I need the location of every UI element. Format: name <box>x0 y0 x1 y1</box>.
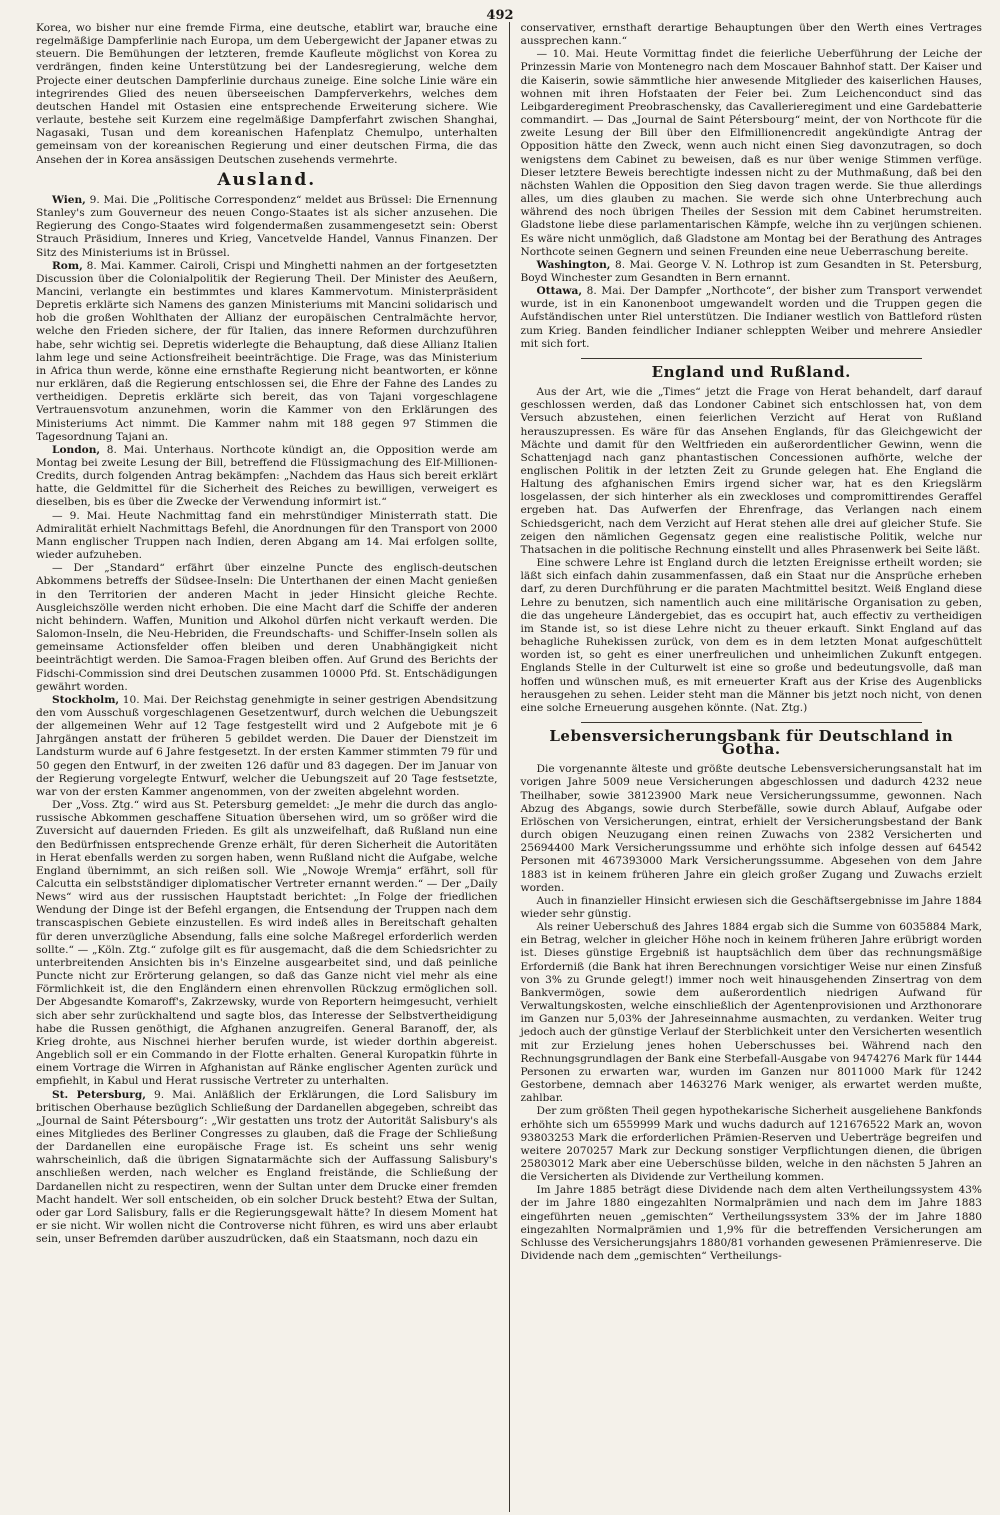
dispatch-petersburg-10-mai: — 10. Mai. Heute Vormittag findet die feierliche Ueberführung der Leiche der Prinzessin Marie von Montenegro nach dem Moscauer Bahnhof statt. Der Kaiser und die Kaiserin, sowie sämmtliche hier anwesende Mitglieder des kaiserlichen Hauses, wohnen mit ihren Hofstaaten der Feier bei. Zum Leichenconduct sind das Leibgarderegiment Preobraschensky, das Cavallerieregiment und eine Gardebatterie commandirt. — Das „Journal de Saint Pétersbourg“ meint, der von Northcote für die zweite Lesung der Bill über den Elfmillionencredit angekündigte Antrag der Opposition hätte den Zweck, wenn auch nicht einen Sieg davonzutragen, so doch wenigstens dem Cabinet zu beweisen, daß es nur über wenige Stimmen verfüge. Dieser letztere Beweis berechtigte indessen nicht zu der Muthmaßung, daß bei den nächsten Wahlen die Opposition den Sieg davon tragen werde. Sie thue allerdings alles, um dies glauben zu machen. Sie werde sich ohne Unterbrechung auch während des noch übrigen Theiles der Session mit dem Cabinet herumstreiten. Gladstone liebe diese parlamentarischen Kämpfe, welche ihn zu verjüngen schienen. Es wäre nicht unmöglich, daß Gladstone am Montag bei der Berathung des Antrages Northcote seinen Gegnern und seinen Freunden eine neue Ueberraschung bereite. <box>520 48 982 258</box>
dispatch-wien-text: 9. Mai. Die „Politische Correspondenz“ meldet aus Brüssel: Die Ernennung Stanley's zum Gouverneur des neuen Congo-Staates ist als sicher anzusehen. Die Regierung des Congo-Staates wird folgendermaßen zusammengesetzt sein: Oberst Strauch Präsidium, Inneres und Krieg, Vancetvelde Handel, Vannus Finanzen. Der Sitz des Ministeriums ist in Brüssel. <box>36 193 498 259</box>
article-bank-2: Auch in finanzieller Hinsicht erwiesen sich die Geschäftsergebnisse im Jahre 1884 wieder sehr günstig. <box>520 894 982 920</box>
dispatch-standard: — Der „Standard“ erfährt über einzelne Puncte des englisch-deutschen Abkommens betreffs der Südsee-Inseln: Die Unterthanen der einen Macht genießen in den Territorien der anderen Macht in jeder Hinsicht gleiche Rechte. Ausgleichszölle werden nicht erhoben. Die eine Macht darf die Schiffe der anderen nicht behindern. Waffen, Munition und Alkohol dürfen nicht verkauft werden. Die Salomon-Inseln, die Neu-Hebriden, die Freundschafts- und Schiffer-Inseln sollen als gemeinsame Actionsfelder offen bleiben und deren Unabhängigkeit nicht beeinträchtigt werden. Die Samoa-Fragen bleiben offen. Auf Grund des Berichts der Fidschi-Commission sind drei Deutschen zusammen 10000 Pfd. St. Entschädigungen gewährt worden. <box>36 562 498 693</box>
dispatch-rom-text: 8. Mai. Kammer. Cairoli, Crispi und Minghetti nahmen an der fortgesetzten Discussion über die Colonialpolitik der Regierung Theil. Der Minister des Aeußern, Mancini, verlangte ein bestimmtes und klares Kammervotum. Ministerpräsident Depretis erklärte sich Namens des ganzen Ministeriums mit Mancini solidarisch und hob die großen Wohlthaten der Allianz der europäischen Centralmächte hervor, welche den Frieden sichere, der für Italien, das innere Reformen durchzuführen habe, sehr wichtig sei. Depretis widerlegte die Behauptung, daß diese Allianz Italien lahm lege und seine Actionsfreiheit beeinträchtige. Die Frage, was das Ministerium in Africa thun werde, könne eine ernsthafte Regierung nicht beantworten, er könne nur erklären, daß die Regierung entschlossen sei, die Ehre der Fahne des Landes zu vertheidigen. Depretis erklärte sich bereit, das von Tajani vorgeschlagene Vertrauensvotum anzunehmen, worin die Kammer von den Erklärungen des Ministeriums Act nimmt. Die Kammer nahm mit 188 gegen 97 Stimmen die Tagesordnung Tajani an. <box>36 259 498 443</box>
right-column <box>510 22 983 1512</box>
continuation-text: conservativer, ernsthaft derartige Behauptungen über den Werth eines Vertrages aussprechen kann.“ <box>520 22 982 48</box>
dispatch-london <box>36 444 498 510</box>
page-number: 492 <box>486 8 514 23</box>
dispatch-washington-text: 8. Mai. George V. N. Lothrop ist zum Gesandten in St. Petersburg, Boyd Winchester zum Gesandten in Bern ernannt. <box>520 258 982 284</box>
dateline-stockholm: Stockholm, <box>52 693 120 706</box>
dispatch-stockholm-text: 10. Mai. Der Reichstag genehmigte in seiner gestrigen Abendsitzung den vom Ausschuß vorgeschlagenen Gesetzentwurf, durch welchen die Uebungszeit der allgemeinen Wehr auf 12 Tage festgestellt wird und 2 Aufgebote mit je 6 Jahrgängen anstatt der früheren 5 gebildet werden. Die Dauer der Dienstzeit im Landsturm wurde auf 6 Jahre festgesetzt. In der ersten Kammer stimmten 79 für und 50 gegen den Entwurf, in der zweiten 126 dafür und 83 dagegen. Der im Januar von der Regierung vorgelegte Entwurf, welcher die Uebungszeit auf 20 Tage festsetzte, war von der ersten Kammer angenommen, von der zweiten abgelehnt worden. <box>36 693 498 798</box>
article-england-1: Aus der Art, wie die „Times“ jetzt die Frage von Herat behandelt, darf darauf geschlossen werden, daß das Londoner Cabinet sich entschlossen hat, von dem Versuch abzustehen, einen feierlichen Verzicht auf Herat von Rußland herauszupressen. Es wäre für das Ansehen Englands, für das Gleichgewicht der Mächte und damit für den Weltfrieden ein außerordentlicher Gewinn, wenn die Schattenjagd nach ganz phantastischen Concessionen aufhörte, welche der englischen Politik in der letzten Zeit zu Grunde gelegen hat. Ehe England die Haltung des afghanischen Emirs irgend sicher war, hat es den Kriegslärm losgelassen, der sich hinterher als ein zweckloses und compromittirendes Geraffel ergeben hat. Das Aufwerfen der Ehrenfrage, das Verlangen nach einem Schiedsgericht, nach dem Verzicht auf Herat stehen alle drei auf gleicher Stufe. Sie zeigen den nämlichen Gegensatz gegen eine realistische Politik, welche nur Thatsachen in die politische Rechnung einstellt und alles Phrasenwerk bei Seite läßt. <box>520 386 982 556</box>
dispatch-ottawa-text: 8. Mai. Der Dampfer „Northcote“, der bisher zum Transport verwendet wurde, ist in ein Kanonenboot umgewandelt worden und die Truppen gegen die Aufständischen unter Riel unterstützen. Die Indianer westlich von Battleford rüsten zum Krieg. Banden feindlicher Indianer schleppten Weiber und mehrere Ansiedler mit sich fort. <box>520 285 982 350</box>
section-heading-bank: Lebensversicherungsbank für Deutschland in Gotha. <box>549 726 954 759</box>
dispatch-london-text: 8. Mai. Unterhaus. Northcote kündigt an, die Opposition werde am Montag bei zweite Lesung der Bill, betreffend die Flüssigmachung des Elf-Millionen-Credits, durch folgenden Antrag bekämpfen: „Nachdem das Haus sich bereit erklärt hatte, die Geldmittel für die Sicherheit des Reiches zu bewilligen, verweigert es dieselben, bis es über die Zwecke der Verwendung informirt ist.“ <box>36 443 498 509</box>
article-bank-1: Die vorgenannte älteste und größte deutsche Lebensversicherungsanstalt hat im vorigen Jahre 5009 neue Versicherungen abgeschlossen und dadurch 4232 neue Theilhaber, sowie 38123900 Mark neue Versicherungssumme, gewonnen. Nach Abzug des Abgangs, sowie durch Sterbefälle, sowie durch Ablauf, Aufgabe oder Erlöschen von Versicherungen, eintrat, erhielt der Versicherungsbestand der Bank durch obigen Neuzugang einen reinen Zuwachs von 2382 Versicherten und 25694400 Mark Versicherungssumme und erhöhte sich infolge dessen auf 64542 Personen mit 467393000 Mark Versicherungssumme. Abgesehen von dem Jahre 1883 ist in keinem früheren Jahre ein gleich großer Zugang und Zuwachs erzielt worden. <box>520 763 982 894</box>
dispatch-rom <box>36 260 498 444</box>
section-heading-england: England und Rußland. <box>651 362 851 381</box>
section-divider <box>581 358 923 359</box>
dispatch-wien <box>36 194 498 260</box>
section-divider <box>581 722 923 723</box>
article-bank-5: Im Jahre 1885 beträgt diese Dividende nach dem alten Vertheilungssystem 43% der im Jahre 1880 eingezahlten Normalprämien und nach dem im Jahre 1883 eingeführten neuen „gemischten“ Vertheilungssystem 33% der im Jahre 1880 eingezahlten Normalprämien und 1,9% für die betreffenden Versicherungen am Schlusse des Versicherungsjahrs 1880/81 vorhanden gewesenen Prämienreserve. Die Dividende nach dem „gemischten“ Vertheilungs- <box>520 1184 982 1263</box>
columns <box>36 22 982 1512</box>
article-bank-3: Als reiner Ueberschuß des Jahres 1884 ergab sich die Summe von 6035884 Mark, ein Betrag, welcher in gleicher Höhe noch in keinem früheren Jahre erübrigt worden ist. Dieses günstige Ergebniß ist hauptsächlich dem über das rechnungsmäßige Erforderniß (die Bank hat ihren Berechnungen vorsichtiger Weise nur einen Zinsfuß von 3% zu Grunde gelegt!) immer noch weit hinausgehenden Zinsertrag von dem Bankvermögen, sowie dem außerordentlich niedrigen Aufwand für Verwaltungskosten, welche einschließlich der Agentenprovisionen und Arzthonorare im Ganzen nur 5,03% der Jahreseinnahme ausmachten, zu verdanken. Weiter trug jedoch auch der günstige Verlauf der Sterblichkeit unter den Versicherten wesentlich mit zur Erzielung jenes hohen Ueberschusses bei. Während nach den Rechnungsgrundlagen der Bank eine Sterbefall-Ausgabe von 9474276 Mark für 1444 Personen zu erwarten war, wurden im Ganzen nur 8011000 Mark für 1242 Gestorbene, demnach aber 1463276 Mark weniger, als erwartet werden mußte, zahlbar. <box>520 921 982 1105</box>
dateline-petersburg: St. Petersburg, <box>52 1088 146 1101</box>
dateline-london: London, <box>52 443 101 456</box>
article-korea: Korea, wo bisher nur eine fremde Firma, eine deutsche, etablirt war, brauche eine regelmäßige Dampferlinie nach Europa, um dem Uebergewicht der Japaner etwas zu steuern. Die Bemühungen der letzteren, fremde Kaufleute möglichst von Korea zu verdrängen, finden keine Unterstützung bei der Landesregierung, welche dem Projecte einer deutschen Dampferlinie durchaus zuneige. Eine solche Linie wäre ein integrirendes Glied des neuen überseeischen Dampferverkehrs, welches dem deutschen Handel mit Ostasien eine entsprechende Erweiterung sichere. Wie verlaute, bestehe seit Kurzem eine regelmäßige Dampferfahrt zwischen Shanghai, Nagasaki, Tusan und dem koreanischen Hafenplatz Chemulpo, unterhalten gemeinsam von der koreanischen Regierung und einer deutschen Firma, die das Ansehen der in Korea ansässigen Deutschen zusehends vermehrte. <box>36 22 498 166</box>
dispatch-london-2: — 9. Mai. Heute Nachmittag fand ein mehrstündiger Ministerrath statt. Die Admiralität erhielt Nachmittags Befehl, die Anordnungen für den Transport von 2000 Mann englischer Truppen nach Indien, deren Abgang am 14. Mai erfolgen sollte, wieder aufzuheben. <box>36 509 498 562</box>
dispatch-washington <box>521 259 983 285</box>
dispatch-petersburg-2-text: 9. Mai. Anläßlich der Erklärungen, die Lord Salisbury im britischen Oberhause bezüglich Schließung der Dardanellen abgegeben, schreibt das „Journal de Saint Pétersbourg“: „Wir gestatten uns trotz der Autorität Salisbury's als eines Mitgliedes des Berliner Congresses zu glauben, daß die Frage der Schließung der Dardanellen eine europäische Frage ist. Es scheint uns sehr wenig wahrscheinlich, daß die übrigen Signatarmächte sich der Auffassung Salisbury's anschließen werden, nach welcher es England freistände, die Schließung der Dardanellen nicht zu respectiren, wenn der Sultan unter dem Drucke einer fremden Macht handelt. Wer soll entscheiden, ob ein solcher Druck besteht? Etwa der Sultan, oder gar Lord Salisbury, falls er die Regierungsgewalt hätte? In diesem Moment hat er sie nicht. Wir wollen nicht die Controverse nicht führen, es wird uns aber erlaubt sein, unser Befremden darüber auszudrücken, daß ein Staatsmann, noch dazu ein <box>36 1088 498 1246</box>
dispatch-petersburg-2 <box>36 1089 498 1247</box>
article-bank-4: Der zum größten Theil gegen hypothekarische Sicherheit ausgeliehene Bankfonds erhöhte sich um 6559999 Mark und wuchs dadurch auf 121676522 Mark an, wovon 93803253 Mark die erforderlichen Prämien-Reserven und Ueberträge begreifen und weitere 2070257 Mark zur Deckung sonstiger Verpflichtungen dienen, die übrigen 25803012 Mark aber eine Ueberschüsse bilden, welche in den nächsten 5 Jahren an die Versicherten als Dividende zur Vertheilung kommen. <box>520 1105 982 1184</box>
dateline-rom: Rom, <box>52 259 83 272</box>
article-england-2: Eine schwere Lehre ist England durch die letzten Ereignisse ertheilt worden; sie läßt sich einfach dahin zusammenfassen, daß ein Staat nur die Ansprüche erheben darf, zu deren Durchführung er die paraten Machtmittel besitzt. Weiß England diese Lehre zu benutzen, sich namentlich auch eine militärische Organisation zu geben, die das ungeheure Ländergebiet, das es occupirt hat, auch effectiv zu vertheidigen im Stande ist, so ist diese Lehre nicht zu theuer erkauft. Sinkt England auf das behagliche Ruhekissen zurück, von dem es in dem letzten Monat aufgeschüttelt worden ist, so geht es einer unerfreulichen und unheimlichen Zukunft entgegen. Englands Stelle in der Culturwelt ist eine so große und bedeutungsvolle, daß man hoffen und wünschen muß, es mit erneuerter Kraft aus der Krise des Augenblicks herausgehen zu sehen. Leider steht man die Männer bis jetzt noch nicht, von denen eine solche Erneuerung ausgehen könnte. (Nat. Ztg.) <box>520 557 982 714</box>
dateline-wien: Wien, <box>52 193 86 206</box>
dispatch-petersburg-1: Der „Voss. Ztg.“ wird aus St. Petersburg gemeldet: „Je mehr die durch das anglo-russische Abkommen geschaffene Situation übersehen wird, um so größer wird die Zuversicht auf dauernden Frieden. Es gilt als unzweifelhaft, daß Rußland nun eine den Bedürfnissen entsprechende Grenze erhält, für deren Sicherheit die Autoritäten in Herat ebenfalls werden zu sorgen haben, wenn Rußland nicht die Aufgabe, welche England übernimmt, an sich reißen soll. Wie „Nowoje Wremja“ erfährt, soll für Calcutta ein selbstständiger diplomatischer Vertreter ernannt werden.“ — Der „Daily News“ wird aus der russischen Hauptstadt berichtet: „In Folge der friedlichen Wendung der Dinge ist der Befehl ergangen, die Entsendung der Truppen nach dem transcaspischen Gebiete einzustellen. Es wird indeß alles in Bereitschaft gehalten für deren unverzügliche Absendung, falls eine solche Maßregel erforderlich werden sollte.“ — „Köln. Ztg.“ zufolge gilt es für ausgemacht, daß die dem Schiedsrichter zu unterbreitenden Ansichten bis in's Einzelne ausgearbeitet sind, und daß peinliche Puncte nicht zur Erörterung gelangen, so daß das Ganze nicht viel mehr als eine Förmlichkeit ist, die den Engländern einen ehrenvollen Rückzug ermöglichen soll. Der Abgesandte Komaroff's, Zakrzewsky, wurde von Reportern heimgesucht, verhielt sich aber sehr zurückhaltend und sagte blos, das Interesse der Selbstvertheidigung habe die Russen genöthigt, die Afghanen anzugreifen. General Baranoff, der, als Krieg drohte, aus Nischnei hierher berufen wurde, ist wieder dorthin abgereist. Angeblich soll er ein Commando in der Flotte erhalten. General Kuropatkin führte in einem Vortrage die Wirren in Afghanistan auf Ränke englischer Agenten zurück und empfiehlt, in Kabul und Herat russische Vertreter zu unterhalten. <box>36 799 498 1088</box>
dateline-washington: Washington, <box>536 258 611 271</box>
left-column <box>36 22 510 1512</box>
dispatch-ottawa <box>521 285 983 351</box>
dispatch-stockholm <box>36 694 498 799</box>
section-heading-ausland: Ausland. <box>217 169 317 190</box>
dateline-ottawa: Ottawa, <box>536 285 583 298</box>
